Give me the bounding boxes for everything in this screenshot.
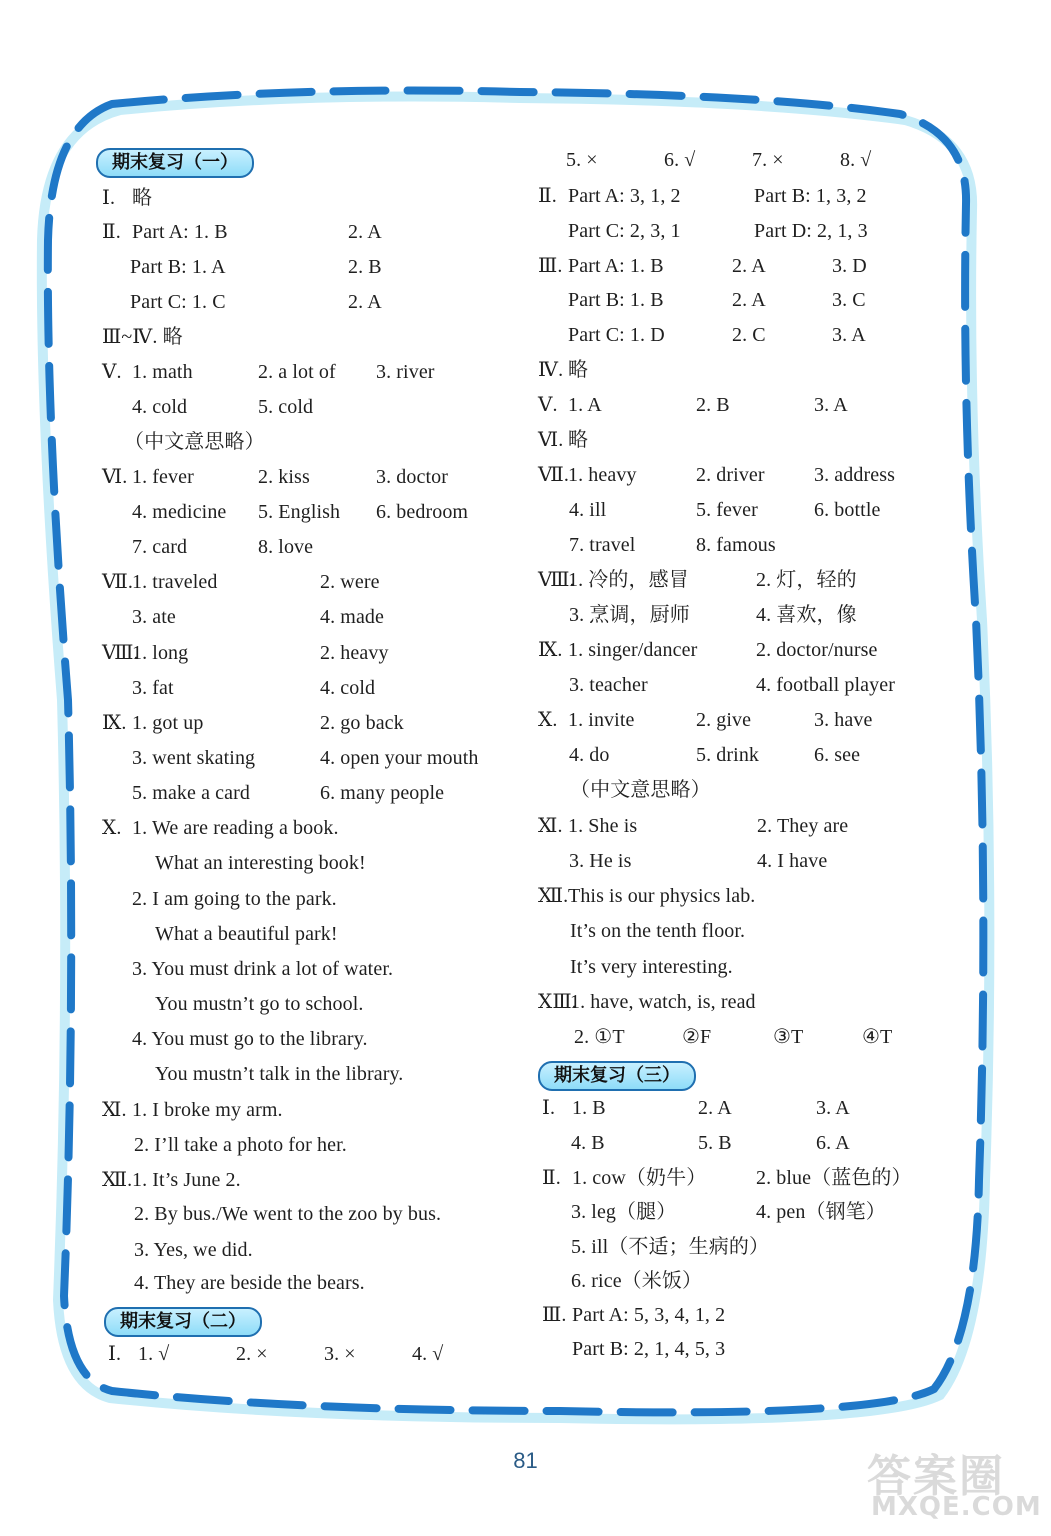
answer-line [538, 393, 602, 417]
answer-cell: 5. drink [696, 744, 760, 766]
answer-line: Part B: 2, 1, 4, 5, 3 [572, 1338, 726, 1360]
answer-cell: 4. open your mouth [320, 747, 479, 769]
answer-cell: 5. cold [258, 396, 314, 418]
answer-line: 2. By bus./We went to the zoo by bus. [134, 1203, 442, 1225]
answer-text: 1. I broke my arm. [132, 1099, 283, 1121]
answer-line [102, 711, 203, 735]
answer-cell: 2. heavy [320, 642, 389, 664]
answer-line [538, 254, 664, 278]
answer-line: Ⅲ~Ⅳ. 略 [102, 326, 183, 348]
answer-line [538, 638, 697, 662]
answer-line [538, 463, 637, 487]
answer-cell: 6. √ [664, 149, 696, 171]
answer-cell: 4. cold [320, 677, 376, 699]
roman-numeral: Ⅴ. [538, 394, 558, 416]
answer-cell: 2. A [698, 1097, 732, 1119]
answer-cell: 4. 喜欢，像 [756, 604, 857, 626]
answer-line [538, 358, 588, 382]
answer-line [108, 1342, 169, 1366]
watermark-logo [867, 1440, 1042, 1526]
roman-numeral: ⅩⅢ. [538, 991, 577, 1013]
roman-numeral: Ⅲ. [542, 1304, 567, 1326]
answer-text: 1. math [132, 361, 193, 383]
roman-numeral: Ⅰ. [108, 1343, 122, 1365]
answer-line [102, 186, 152, 210]
watermark-url: MXQE.COM [871, 1492, 1042, 1522]
roman-numeral: Ⅸ. [102, 712, 127, 734]
page-number: 81 [513, 1448, 538, 1473]
answer-line [102, 1098, 283, 1122]
answer-text: 1. invite [568, 709, 635, 731]
answer-line: What an interesting book! [155, 852, 366, 874]
answer-cell: 2. were [320, 571, 380, 593]
answer-cell: Part D: 2, 1, 3 [754, 220, 868, 242]
answer-cell: Part B: 1. A [130, 256, 226, 278]
answer-cell: 2. doctor/nurse [756, 639, 878, 661]
answer-cell: 6. A [816, 1132, 850, 1154]
answer-line [102, 1168, 241, 1192]
answer-line: It’s very interesting. [570, 956, 733, 978]
roman-numeral: Ⅺ. [538, 815, 563, 837]
answer-text: 略 [568, 359, 589, 381]
answer-cell: 3. A [816, 1097, 850, 1119]
answer-cell: 4. B [571, 1132, 605, 1154]
answer-cell: 6. see [814, 744, 861, 766]
answer-cell: 3. 烹调，厨师 [569, 604, 690, 626]
answer-line: 3. You must drink a lot of water. [132, 958, 394, 980]
roman-numeral: Ⅹ. [538, 709, 558, 731]
answer-cell: 2. They are [757, 815, 849, 837]
roman-numeral: Ⅱ. [542, 1167, 561, 1189]
answer-cell: ②F [682, 1026, 712, 1048]
answer-cell: 8. famous [696, 534, 776, 556]
answer-cell: Part C: 1. C [130, 291, 226, 313]
answer-text: 1. traveled [132, 571, 218, 593]
answer-cell: Part C: 2, 3, 1 [568, 220, 681, 242]
answer-cell: 3. went skating [132, 747, 256, 769]
answer-cell: 2. ①T [574, 1026, 625, 1048]
answer-line [102, 570, 218, 594]
answer-cell: 4. made [320, 606, 385, 628]
answer-line [542, 1166, 706, 1190]
answer-cell: 2. a lot of [258, 361, 336, 383]
answer-cell: 2. B [348, 256, 382, 278]
roman-numeral: Ⅹ. [102, 817, 122, 839]
roman-numeral: Ⅻ. [102, 1169, 133, 1191]
answer-line [538, 990, 756, 1014]
answer-cell: 4. ill [569, 499, 607, 521]
answer-cell: 2. A [348, 291, 382, 313]
answer-line [102, 816, 339, 840]
answer-text: 1. heavy [568, 464, 637, 486]
roman-numeral: Ⅴ. [102, 361, 122, 383]
answer-cell: 3. fat [132, 677, 174, 699]
answer-cell: 3. He is [569, 850, 632, 872]
answer-line: 3. Yes, we did. [134, 1239, 253, 1261]
answer-cell: 3. leg（腿） [571, 1201, 677, 1223]
answer-cell: 2. kiss [258, 466, 310, 488]
answer-line [102, 465, 194, 489]
answer-cell: 4. cold [132, 396, 188, 418]
answer-text: 1. cow（奶牛） [572, 1167, 707, 1189]
answer-cell: 4. medicine [132, 501, 227, 523]
answer-text: 1. It’s June 2. [132, 1169, 241, 1191]
answer-cell: 2. go back [320, 712, 404, 734]
answer-cell: 7. card [132, 536, 188, 558]
answer-line: 2. I am going to the park. [132, 888, 337, 910]
answer-cell: 3. address [814, 464, 895, 486]
answer-cell: 6. bottle [814, 499, 881, 521]
answer-cell: 4. I have [757, 850, 828, 872]
roman-numeral: Ⅶ. [102, 571, 134, 593]
answer-note: （中文意思略） [124, 431, 265, 453]
roman-numeral: Ⅺ. [102, 1099, 127, 1121]
answer-cell: 5. B [698, 1132, 732, 1154]
answer-line: 4. You must go to the library. [132, 1028, 368, 1050]
watermark-text: 答案圈 [867, 1451, 1005, 1502]
answer-text: 1. long [132, 642, 189, 664]
section-title: 期末复习（一） [112, 152, 238, 173]
answer-cell: 2. blue（蓝色的） [756, 1167, 912, 1189]
answer-cell: 3. have [814, 709, 873, 731]
answer-text: 1. A [568, 394, 602, 416]
answer-line [538, 708, 634, 732]
answer-line: You mustn’t talk in the library. [155, 1063, 404, 1085]
answer-cell: 3. × [324, 1343, 356, 1365]
answer-text: This is our physics lab. [568, 885, 756, 907]
answer-cell: 2. C [732, 324, 766, 346]
answer-line [538, 814, 637, 838]
section-badge-final-review-2 [104, 1307, 262, 1337]
answer-line [538, 184, 681, 208]
answer-cell: 5. × [566, 149, 598, 171]
answer-cell: 4. pen（钢笔） [756, 1201, 886, 1223]
answer-cell: 4. do [569, 744, 610, 766]
answer-cell: Part B: 1. B [568, 289, 664, 311]
answer-text: 1. fever [132, 466, 194, 488]
answer-line: 2. I’ll take a photo for her. [134, 1134, 347, 1156]
answer-text: 1. B [572, 1097, 606, 1119]
roman-numeral: Ⅲ. [538, 255, 563, 277]
answer-cell: 8. love [258, 536, 314, 558]
answer-text: 1. have, watch, is, read [570, 991, 756, 1013]
answer-line: You mustn’t go to school. [155, 993, 364, 1015]
answer-text: Part A: 1. B [568, 255, 664, 277]
answer-cell: 5. make a card [132, 782, 251, 804]
answer-cell: ③T [773, 1026, 804, 1048]
answer-line [542, 1096, 606, 1120]
answer-cell: 3. D [832, 255, 867, 277]
roman-numeral: Ⅵ. [538, 429, 564, 451]
answer-cell: Part B: 1, 3, 2 [754, 185, 867, 207]
roman-numeral: Ⅰ. [542, 1097, 556, 1119]
answer-line: 6. rice（米饭） [571, 1270, 703, 1292]
answer-line [102, 641, 188, 665]
answer-cell: 8. √ [840, 149, 872, 171]
section-title: 期末复习（三） [554, 1065, 680, 1086]
answer-cell: 4. football player [756, 674, 895, 696]
answer-text: 略 [132, 187, 153, 209]
answer-line: It’s on the tenth floor. [570, 920, 746, 942]
section-badge-final-review-3 [538, 1061, 696, 1091]
roman-numeral: Ⅻ. [538, 885, 569, 907]
answer-text: 略 [568, 429, 589, 451]
answer-cell: 3. teacher [569, 674, 648, 696]
answer-text: 1. got up [132, 712, 204, 734]
answer-cell: 3. A [814, 394, 848, 416]
answer-cell: ④T [862, 1026, 893, 1048]
answer-line [102, 220, 228, 244]
roman-numeral: Ⅳ. [538, 359, 564, 381]
answer-line: 4. They are beside the bears. [134, 1272, 365, 1294]
answer-cell: 3. ate [132, 606, 176, 628]
answer-cell: 2. A [732, 289, 766, 311]
answer-cell: 5. fever [696, 499, 758, 521]
answer-cell: Part C: 1. D [568, 324, 665, 346]
roman-numeral: Ⅶ. [538, 464, 570, 486]
section-badge-final-review-1 [96, 148, 254, 178]
answer-text: 1. 冷的，感冒 [568, 569, 689, 591]
answer-cell: 7. × [752, 149, 784, 171]
roman-numeral: Ⅵ. [102, 466, 128, 488]
answer-line [538, 884, 755, 908]
answer-cell: 3. A [832, 324, 866, 346]
answer-cell: 3. doctor [376, 466, 448, 488]
answer-cell: 2. A [348, 221, 382, 243]
answer-cell: 2. A [732, 255, 766, 277]
roman-numeral: Ⅷ. [538, 569, 575, 591]
answer-line [538, 428, 588, 452]
answer-cell: 2. B [696, 394, 730, 416]
answer-cell: 7. travel [569, 534, 636, 556]
answer-cell: 2. give [696, 709, 752, 731]
section-title: 期末复习（二） [120, 1311, 246, 1332]
answer-cell: 4. √ [412, 1343, 444, 1365]
answer-cell: 2. 灯，轻的 [756, 569, 857, 591]
answer-text: Part A: 3, 1, 2 [568, 185, 681, 207]
answer-text: Part A: 5, 3, 4, 1, 2 [572, 1304, 726, 1326]
roman-numeral: Ⅱ. [538, 185, 557, 207]
answer-line: 5. ill（不适；生病的） [571, 1236, 770, 1258]
answer-cell: 2. driver [696, 464, 765, 486]
answer-line [542, 1303, 725, 1327]
answer-text: 1. singer/dancer [568, 639, 698, 661]
roman-numeral: Ⅱ. [102, 221, 121, 243]
answer-cell: 3. C [832, 289, 866, 311]
answer-text: Part A: 1. B [132, 221, 228, 243]
roman-numeral: Ⅷ. [102, 642, 139, 664]
roman-numeral: Ⅸ. [538, 639, 563, 661]
answer-line [538, 568, 689, 592]
answer-line [102, 360, 193, 384]
answer-text: 1. We are reading a book. [132, 817, 339, 839]
roman-numeral: Ⅰ. [102, 187, 116, 209]
answer-cell: 6. bedroom [376, 501, 469, 523]
answer-text: 1. She is [568, 815, 638, 837]
answer-cell: 5. English [258, 501, 341, 523]
answer-cell: 6. many people [320, 782, 445, 804]
answer-cell: 2. × [236, 1343, 268, 1365]
answer-cell: 3. river [376, 361, 435, 383]
answer-note: （中文意思略） [570, 779, 711, 801]
answer-text: 1. √ [138, 1343, 170, 1365]
answer-line: What a beautiful park! [155, 923, 338, 945]
